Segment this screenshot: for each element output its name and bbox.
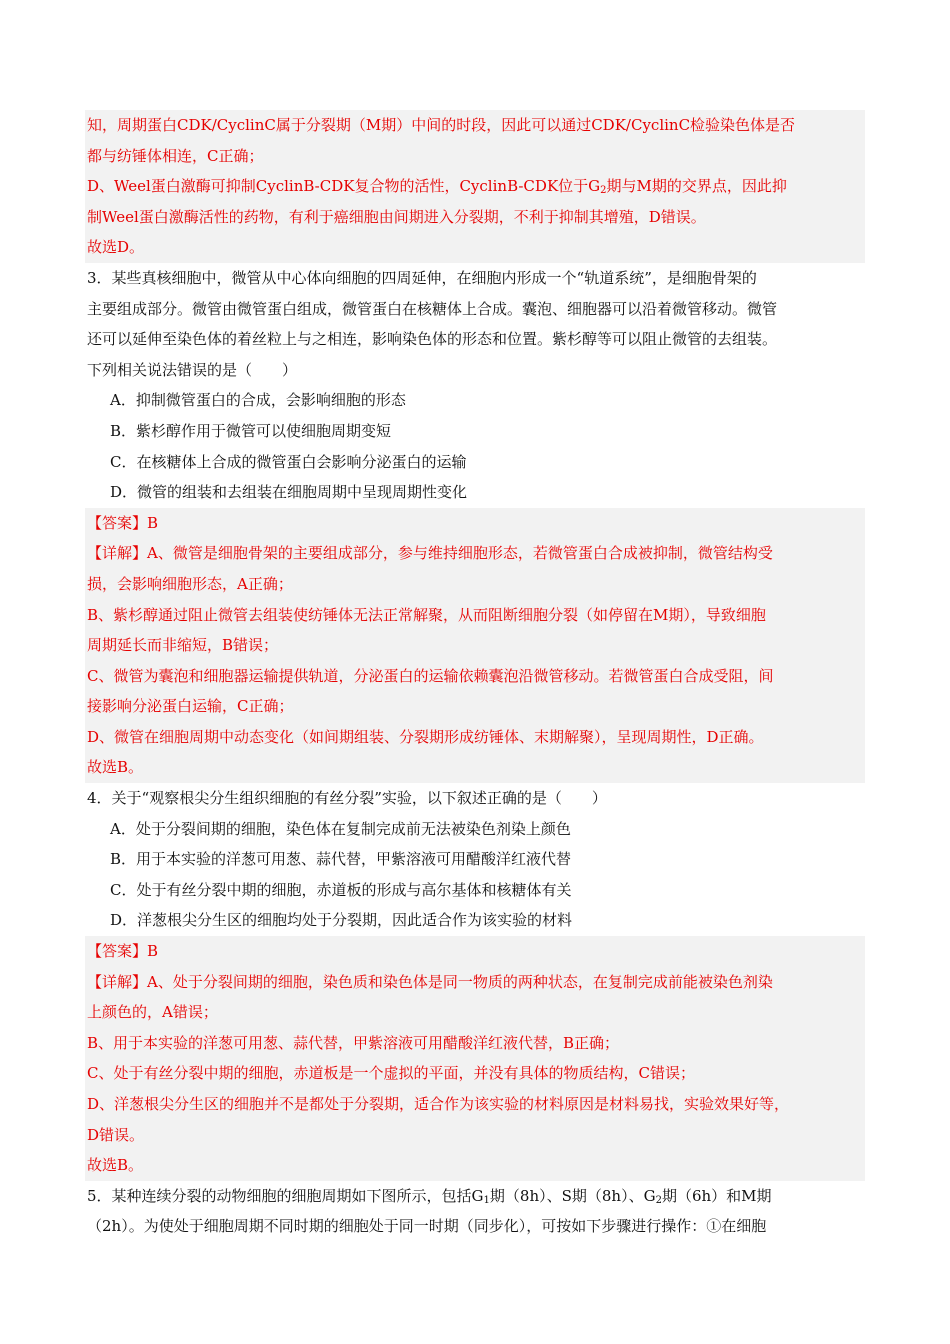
option-a: A．抑制微管蛋白的合成，会影响细胞的形态 xyxy=(110,391,406,410)
answer-label: 【答案】 xyxy=(87,513,148,532)
question-stem-line: 4．关于“观察根尖分生组织细胞的有丝分裂”实验，以下叙述正确的是（ ） xyxy=(87,789,607,808)
explanation-line: 都与纺锤体相连，C正确； xyxy=(87,146,264,165)
question-stem-line: （2h）。为使处于细胞周期不同时期的细胞处于同一时期（同步化），可按如下步骤进行操作：①在细胞 xyxy=(87,1217,767,1236)
option-b: B．紫杉醇作用于微管可以使细胞周期变短 xyxy=(110,421,392,440)
answer-line xyxy=(87,508,861,539)
previous-explanation-block xyxy=(85,110,865,263)
question-stem-line: 主要组成部分。微管由微管蛋白组成，微管蛋白在核糖体上合成。囊泡、细胞器可以沿着微管移动。微管 xyxy=(87,299,778,318)
document-page xyxy=(87,110,865,1242)
question-5 xyxy=(87,1181,865,1242)
explanation-line: 损，会影响细胞形态，A正确； xyxy=(87,574,293,593)
explanation-line: 故选D。 xyxy=(87,238,145,257)
option-a: A．处于分裂间期的细胞，染色体在复制完成前无法被染色剂染上颜色 xyxy=(110,819,571,838)
explanation-line: 制Weel蛋白激酶活性的药物，有利于癌细胞由间期进入分裂期，不利于抑制其增殖，D错误。 xyxy=(87,207,706,226)
explanation-line: C、处于有丝分裂中期的细胞，赤道板是一个虚拟的平面，并没有具体的物质结构，C错误； xyxy=(87,1064,695,1083)
detail-label: 【详解】 xyxy=(87,544,148,563)
explanation-line: 【详解】A、处于分裂间期的细胞，染色质和染色体是同一物质的两种状态，在复制完成前能被染色剂染 xyxy=(87,972,773,991)
question-stem-line: 下列相关说法错误的是（ ） xyxy=(87,360,298,379)
question-4 xyxy=(87,783,865,936)
explanation-line: 知，周期蛋白CDK/CyclinC属于分裂期（M期）中间的时段，因此可以通过CDK/CyclinC检验染色体是否 xyxy=(87,116,796,134)
explanation-line: 【详解】A、微管是细胞骨架的主要组成部分，参与维持细胞形态，若微管蛋白合成被抑制，微管结构受 xyxy=(87,544,773,563)
subscript: 1 xyxy=(483,1194,490,1206)
question-stem-line: 3．某些真核细胞中，微管从中心体向细胞的四周延伸，在细胞内形成一个“轨道系统”，是细胞骨架的 xyxy=(87,268,757,287)
answer-line xyxy=(87,936,861,967)
explanation-line: B、用于本实验的洋葱可用葱、蒜代替，甲紫溶液可用醋酸洋红液代替，B正确； xyxy=(87,1033,620,1052)
option-c: C．在核糖体上合成的微管蛋白会影响分泌蛋白的运输 xyxy=(110,452,467,471)
explanation-line: 接影响分泌蛋白运输，C正确； xyxy=(87,697,294,716)
explanation-line: 上颜色的，A错误； xyxy=(87,1003,218,1022)
option-c: C．处于有丝分裂中期的细胞，赤道板的形成与高尔基体和核糖体有关 xyxy=(110,880,572,899)
option-d: D．洋葱根尖分生区的细胞均处于分裂期，因此适合作为该实验的材料 xyxy=(110,911,573,930)
explanation-line: D错误。 xyxy=(87,1125,145,1144)
explanation-line: 故选B。 xyxy=(87,1156,144,1175)
explanation-line: D、洋葱根尖分生区的细胞并不是都处于分裂期，适合作为该实验的材料原因是材料易找，实验效果好等， xyxy=(87,1095,790,1113)
option-b: B．用于本实验的洋葱可用葱、蒜代替，甲紫溶液可用醋酸洋红液代替 xyxy=(110,850,572,869)
explanation-line: C、微管为囊泡和细胞器运输提供轨道，分泌蛋白的运输依赖囊泡沿微管移动。若微管蛋白合成受阻，间 xyxy=(87,666,774,685)
question-4-answer-block xyxy=(85,936,865,1181)
question-3-answer-block xyxy=(85,508,865,783)
detail-label: 【详解】 xyxy=(87,972,148,991)
option-d: D．微管的组装和去组装在细胞周期中呈现周期性变化 xyxy=(110,483,468,502)
answer-value: B xyxy=(147,942,159,961)
answer-value: B xyxy=(147,513,159,532)
question-stem-line: 5．某种连续分裂的动物细胞的细胞周期如下图所示，包括$G_1$期（8h）、S期（8h）、$G_2$期（6h）和M期 xyxy=(87,1186,772,1206)
explanation-line: D、Weel蛋白激酶可抑制CyclinB-CDK复合物的活性，CyclinB-CDK位于$G_2$期与M期的交界点，因此抑 xyxy=(87,177,787,197)
question-3 xyxy=(87,263,865,508)
explanation-line: 周期延长而非缩短，B错误； xyxy=(87,636,279,655)
explanation-line: B、紫杉醇通过阻止微管去组装使纺锤体无法正常解聚，从而阻断细胞分裂（如停留在M期），导致细胞 xyxy=(87,605,766,624)
answer-label: 【答案】 xyxy=(87,942,148,961)
question-stem-line: 还可以延伸至染色体的着丝粒上与之相连，影响染色体的形态和位置。紫杉醇等可以阻止微管的去组装。 xyxy=(87,330,778,349)
subscript: 2 xyxy=(600,185,607,197)
explanation-line: D、微管在细胞周期中动态变化（如间期组装、分裂期形成纺锤体、末期解聚），呈现周期性，D正确。 xyxy=(87,727,764,746)
explanation-line: 故选B。 xyxy=(87,758,144,777)
subscript: 2 xyxy=(655,1194,662,1206)
